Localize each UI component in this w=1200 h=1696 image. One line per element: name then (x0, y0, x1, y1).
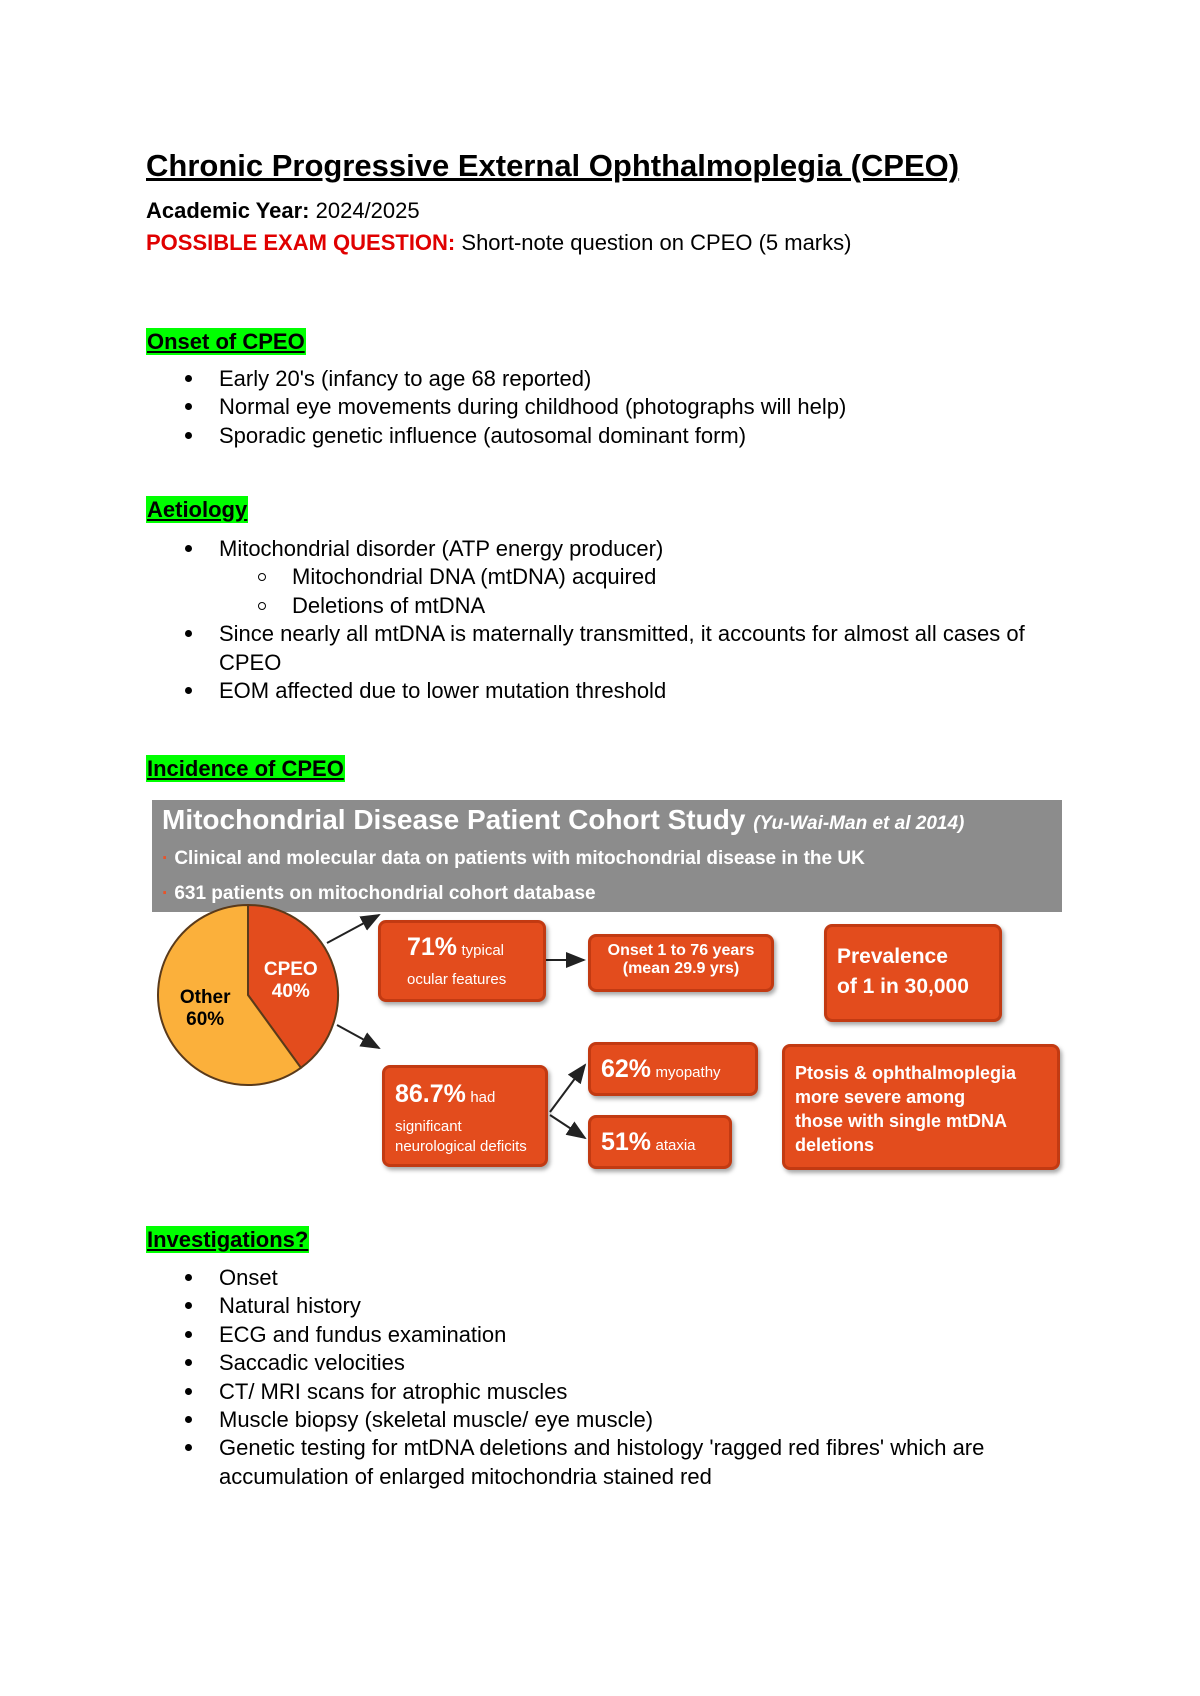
ptosis-text: deletions (795, 1135, 875, 1155)
myopathy-percent: 62% (601, 1055, 652, 1083)
list-item: EOM affected due to lower mutation threshold (0, 677, 1039, 705)
academic-year-value: 2024/2025 (315, 198, 420, 223)
section-heading-investigations: Investigations? (147, 1227, 309, 1252)
aetiology-list (0, 535, 1039, 705)
cohort-study-infographic (152, 800, 1062, 1175)
list-item: Early 20's (infancy to age 68 reported) (0, 365, 846, 393)
bullet-dot-icon: · (162, 848, 169, 869)
list-item: Natural history (0, 1292, 1039, 1320)
myopathy-text: myopathy (655, 1064, 721, 1081)
pie-label-cpeo: CPEO 40% (263, 959, 318, 1003)
infographic-title-text: Mitochondrial Disease Patient Cohort Study (162, 804, 746, 835)
sub-list-item: Mitochondrial DNA (mtDNA) acquired (0, 563, 1039, 591)
onset-age-box (588, 934, 774, 992)
arrow-connector (337, 1025, 379, 1048)
bullet-dot-icon: · (162, 883, 169, 904)
neurological-percent: 86.7% (395, 1080, 466, 1108)
infographic-citation: (Yu-Wai-Man et al 2014) (753, 813, 965, 834)
list-item: ECG and fundus examination (0, 1321, 1039, 1349)
section-heading-incidence: Incidence of CPEO (147, 756, 344, 781)
list-item-text: Since nearly all mtDNA is maternally transmitted, it accounts for almost all cases of CPEO (219, 621, 1025, 675)
ptosis-text: Ptosis & ophthalmoplegia (795, 1063, 1017, 1083)
ptosis-text: those with single mtDNA (795, 1111, 1008, 1131)
prevalence-label: Prevalence (837, 945, 948, 968)
arrow-connector (327, 915, 379, 943)
ataxia-percent: 51% (601, 1128, 652, 1156)
list-item: Muscle biopsy (skeletal muscle/ eye muscle) (0, 1406, 1039, 1434)
neurological-deficits-box (382, 1065, 548, 1167)
onset-list (0, 365, 846, 450)
list-item-text: Genetic testing for mtDNA deletions and histology 'ragged red fibres' which are accumulation of enlarged mitochondria stained red (219, 1435, 985, 1489)
ptosis-severity-box (782, 1044, 1060, 1170)
list-item: Mitochondrial disorder (ATP energy producer) (0, 535, 1039, 563)
section-heading-aetiology: Aetiology (147, 497, 248, 522)
list-item: Normal eye movements during childhood (photographs will help) (0, 393, 846, 421)
exam-question-line (146, 230, 851, 256)
list-item: CT/ MRI scans for atrophic muscles (0, 1378, 1039, 1406)
ocular-features-text: ocular features (407, 971, 507, 988)
prevalence-box (824, 924, 1002, 1022)
pie-label-other: Other 60% (179, 986, 231, 1030)
prevalence-value: of 1 in 30,000 (837, 975, 969, 998)
neurological-text: significant (395, 1118, 462, 1135)
arrow-connector (550, 1065, 585, 1112)
exam-question-label: POSSIBLE EXAM QUESTION: (146, 230, 456, 255)
neurological-text: had (470, 1089, 496, 1106)
academic-year-line (146, 198, 420, 224)
investigations-list (0, 1264, 1039, 1491)
page-title: Chronic Progressive External Ophthalmoplegia (CPEO) (146, 148, 960, 183)
list-item (0, 1434, 1039, 1491)
arrow-connector (550, 1115, 585, 1138)
list-item: Saccadic velocities (0, 1349, 1039, 1377)
ocular-features-text: typical (461, 942, 505, 959)
ocular-features-box (378, 920, 546, 1002)
section-heading-onset: Onset of CPEO (147, 329, 305, 354)
onset-age-text: Onset 1 to 76 years (607, 942, 755, 959)
sub-list-item: Deletions of mtDNA (0, 592, 1039, 620)
onset-age-mean: (mean 29.9 yrs) (622, 960, 740, 977)
ptosis-text: more severe among (795, 1087, 966, 1107)
exam-question-value: Short-note question on CPEO (5 marks) (461, 230, 852, 255)
myopathy-box (588, 1042, 758, 1096)
neurological-text: neurological deficits (395, 1138, 527, 1155)
infographic-bullet-text: 631 patients on mitochondrial cohort database (174, 883, 596, 904)
list-item (0, 620, 1039, 677)
ataxia-box (588, 1115, 732, 1169)
list-item: Sporadic genetic influence (autosomal dominant form) (0, 422, 846, 450)
ataxia-text: ataxia (655, 1137, 696, 1154)
ocular-features-percent: 71% (407, 933, 458, 961)
academic-year-label: Academic Year: (146, 198, 310, 223)
list-item: Onset (0, 1264, 1039, 1292)
infographic-bullet-text: Clinical and molecular data on patients with mitochondrial disease in the UK (174, 848, 865, 869)
